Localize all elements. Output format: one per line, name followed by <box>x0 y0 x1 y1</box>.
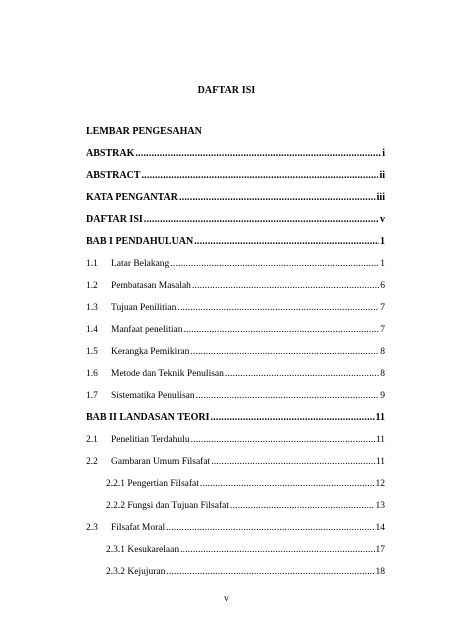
toc-entry-page: 11 <box>375 435 385 445</box>
toc-entry-page: 1 <box>380 259 385 269</box>
toc-entry-number: 1.1 <box>86 259 98 269</box>
dot-leader <box>141 169 378 183</box>
toc-entry-1-5[interactable] <box>86 345 385 359</box>
toc-entry-1-7[interactable] <box>86 389 385 403</box>
dot-leader <box>166 565 374 579</box>
toc-entry-label: Kerangka Pemikiran <box>111 347 190 357</box>
toc-entry-label: Sistematika Penulisan <box>111 391 195 401</box>
toc-entry-label: Latar Belakang <box>111 259 170 269</box>
dot-leader <box>210 411 374 425</box>
toc-entry-2-3-2[interactable] <box>106 565 385 579</box>
toc-entry-label: KATA PENGANTAR <box>86 192 178 203</box>
toc-entry-number: 1.3 <box>86 303 98 313</box>
toc-entry-label: DAFTAR ISI <box>86 214 143 225</box>
toc-entry-label: Tujuan Penilitian <box>111 303 177 313</box>
toc-entry-number: 2.3 <box>86 523 98 533</box>
dot-leader <box>166 521 374 535</box>
toc-entry-page: 17 <box>375 545 385 555</box>
dot-leader <box>183 323 379 337</box>
toc-entry-page: 6 <box>380 281 385 291</box>
toc-entry-label: Penelitian Terdahulu <box>111 435 190 445</box>
toc-entry-page: 8 <box>380 347 385 357</box>
toc-entry-number: 1.6 <box>86 369 98 379</box>
dot-leader <box>177 301 379 315</box>
toc-entry-page: v <box>380 214 385 225</box>
dot-leader <box>192 279 379 293</box>
dot-leader <box>170 257 379 271</box>
toc-entry-label: ABSTRACT <box>86 170 141 181</box>
toc-entry-1-2[interactable] <box>86 279 385 293</box>
toc-entry-2-2-2[interactable] <box>106 499 385 513</box>
toc-entry-label: 2.2.1 Pengertian Filsafat <box>106 479 199 489</box>
toc-entry-number: 1.4 <box>86 325 98 335</box>
dot-leader <box>225 367 379 381</box>
toc-entry-number: 1.2 <box>86 281 98 291</box>
toc-entry-label: 2.3.1 Kesukarelaan <box>106 545 180 555</box>
toc-entry-label: Manfaat penelitian <box>111 325 183 335</box>
toc-entry-label: LEMBAR PENGESAHAN <box>86 126 202 137</box>
dot-leader <box>194 235 379 249</box>
dot-leader <box>180 543 374 557</box>
toc-entry-2-2[interactable] <box>86 455 385 469</box>
toc-entry-label: Gambaran Umum Filsafat <box>111 457 211 467</box>
toc-entry-page: 8 <box>380 369 385 379</box>
toc-entry-page: 12 <box>375 479 385 489</box>
toc-entry-page: 9 <box>380 391 385 401</box>
dot-leader <box>135 147 381 161</box>
toc-entry-label: Metode dan Teknik Penulisan <box>111 369 224 379</box>
toc-entry-page: 18 <box>375 567 385 577</box>
toc-entry-abstract[interactable] <box>86 169 385 183</box>
toc-entry-label: Pembatasan Masalah <box>111 281 191 291</box>
toc-entry-number: 2.2 <box>86 457 98 467</box>
toc-entry-number: 1.7 <box>86 391 98 401</box>
toc-entry-1-6[interactable] <box>86 367 385 381</box>
toc-entry-page: ii <box>379 170 385 181</box>
page-number: v <box>224 594 229 604</box>
toc-entry-label: BAB I PENDAHULUAN <box>86 236 194 247</box>
toc-entry-label: 2.2.2 Fungsi dan Tujuan Filsafat <box>106 501 229 511</box>
toc-entry-abstrak[interactable] <box>86 147 385 161</box>
toc-title: DAFTAR ISI <box>197 85 256 96</box>
dot-leader <box>211 455 375 469</box>
toc-entry-1-3[interactable] <box>86 301 385 315</box>
dot-leader <box>230 499 375 513</box>
toc-entry-label: Filsafat Moral <box>111 523 166 533</box>
toc-entry-2-2-1[interactable] <box>106 477 385 491</box>
toc-entry-page: 1 <box>380 236 385 247</box>
toc-entry-page: 13 <box>375 501 385 511</box>
dot-leader <box>179 191 376 205</box>
toc-entry-2-3-1[interactable] <box>106 543 385 557</box>
toc-entry-2-3[interactable] <box>86 521 385 535</box>
toc-entry-number: 2.1 <box>86 435 98 445</box>
toc-entry-kata-pengantar[interactable] <box>86 191 385 205</box>
toc-entry-bab-2[interactable] <box>86 411 385 425</box>
toc-entry-label: ABSTRAK <box>86 148 135 159</box>
toc-entry-page: iii <box>376 192 385 203</box>
toc-entry-number: 1.5 <box>86 347 98 357</box>
dot-leader <box>196 389 380 403</box>
toc-entry-lembar-pengesahan[interactable] <box>86 125 202 139</box>
toc-entry-page: 7 <box>380 325 385 335</box>
toc-entry-1-4[interactable] <box>86 323 385 337</box>
dot-leader <box>190 345 379 359</box>
toc-entry-page: 11 <box>375 412 385 423</box>
toc-entry-page: i <box>382 148 385 159</box>
toc-entry-page: 7 <box>380 303 385 313</box>
toc-entry-label: BAB II LANDASAN TEORI <box>86 412 210 423</box>
toc-entry-2-1[interactable] <box>86 433 385 447</box>
dot-leader <box>144 213 379 227</box>
toc-entry-label: 2.3.2 Kejujuran <box>106 567 166 577</box>
toc-entry-1-1[interactable] <box>86 257 385 271</box>
toc-entry-daftar-isi[interactable] <box>86 213 385 227</box>
toc-entry-bab-1[interactable] <box>86 235 385 249</box>
toc-entry-page: 11 <box>375 457 385 467</box>
dot-leader <box>191 433 375 447</box>
dot-leader <box>200 477 375 491</box>
toc-entry-page: 14 <box>375 523 385 533</box>
